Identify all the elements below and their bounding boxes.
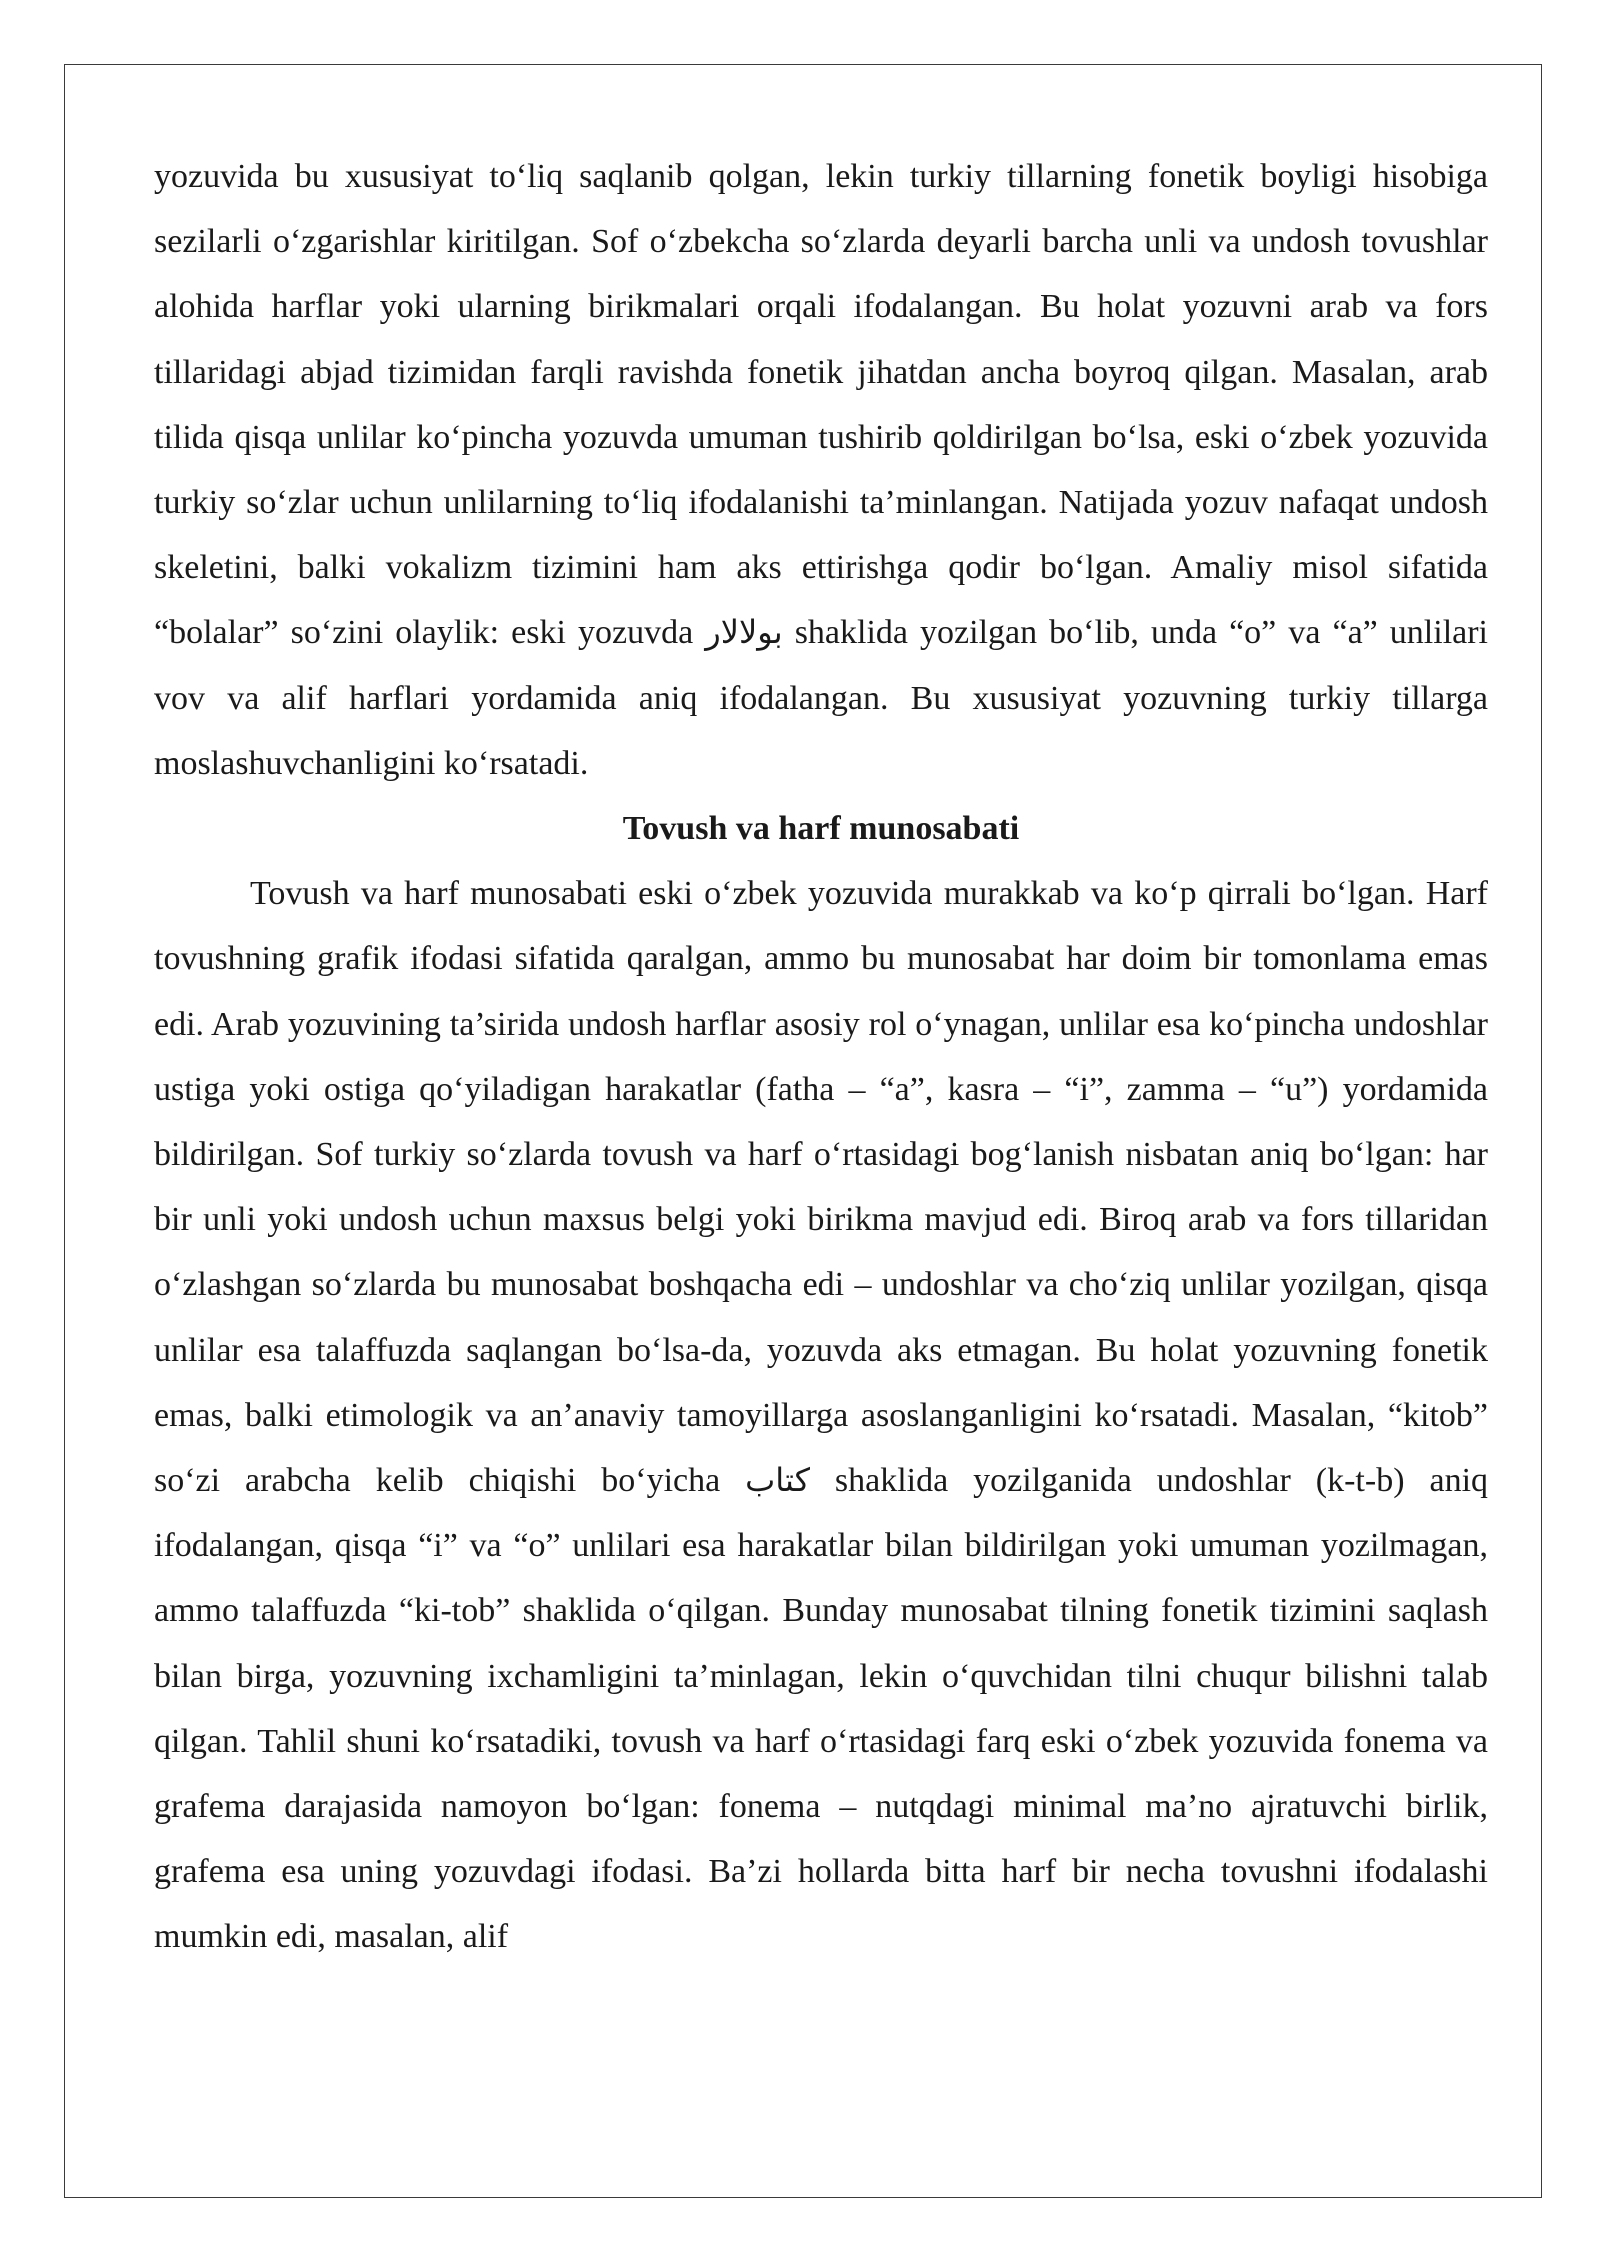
paragraph-text: shaklida yozilgan bo‘lib, unda “o” va “a” unlilari vov va alif harflari yordamida aniq ifodalangan. Bu xususiyat yozuvning turkiy tillarga moslashuvchanligini ko‘rsatadi.: [154, 614, 1489, 782]
paragraph-continuation: [154, 144, 1488, 796]
arabic-word-kitob: كتاب: [745, 1461, 810, 1500]
paragraph-sound-letter: [154, 861, 1488, 1969]
paragraph-text: yozuvida bu xususiyat to‘liq saqlanib qolgan, lekin turkiy tillarning fonetik boyligi hisobiga sezilarli o‘zgarishlar kiritilgan. Sof o‘zbekcha so‘zlarda deyarli barcha unli va undosh tovushlar alohida harflar yoki ularning birikmalari orqali ifodalangan. Bu holat yozuvni arab va fors tillaridagi abjad tizimidan farqli ravishda fonetik jihatdan ancha boyroq qilgan. Masalan, arab tilida qisqa unlilar ko‘pincha yozuvda umuman tushirib qoldirilgan bo‘lsa, eski o‘zbek yozuvida turkiy so‘zlar uchun unlilarning to‘liq ifodalanishi ta’minlangan. Natijada yozuv nafaqat undosh skeletini, balki vokalizm tizimini ham aks ettirishga qodir bo‘lgan. Amaliy misol sifatida “bolalar” so‘zini olaylik: eski yozuvda: [154, 158, 1488, 652]
document-body: [154, 144, 1488, 1970]
paragraph-text: shaklida yozilganida undoshlar (k-t-b) aniq ifodalangan, qisqa “i” va “o” unlilari esa harakatlar bilan bildirilgan yoki umuman yozilmagan, ammo talaffuzda “ki-tob” shaklida o‘qilgan. Bunday munosabat tilning fonetik tizimini saqlash bilan birga, yozuvning ixchamligini ta’minlagan, lekin o‘quvchidan tilni chuqur bilishni talab qilgan. Tahlil shuni ko‘rsatadiki, tovush va harf o‘rtasidagi farq eski o‘zbek yozuvida fonema va grafema darajasida namoyon bo‘lgan: fonema – nutqdagi minimal ma’no ajratuvchi birlik, grafema esa uning yozuvdagi ifodasi. Ba’zi hollarda bitta harf bir necha tovushni ifodalashi mumkin edi, masalan, alif: [154, 1462, 1489, 1956]
paragraph-text: Tovush va harf munosabati eski o‘zbek yozuvida murakkab va ko‘p qirrali bo‘lgan. Harf tovushning grafik ifodasi sifatida qaralgan, ammo bu munosabat har doim bir tomonlama emas edi. Arab yozuvining ta’sirida undosh harflar asosiy rol o‘ynagan, unlilar esa ko‘pincha undoshlar ustiga yoki ostiga qo‘yiladigan harakatlar (fatha – “a”, kasra – “i”, zamma – “u”) yordamida bildirilgan. Sof turkiy so‘zlarda tovush va harf o‘rtasidagi bog‘lanish nisbatan aniq bo‘lgan: har bir unli yoki undosh uchun maxsus belgi yoki birikma mavjud edi. Biroq arab va fors tillaridan o‘zlashgan so‘zlarda bu munosabat boshqacha edi – undoshlar va cho‘ziq unlilar yozilgan, qisqa unlilar esa talaffuzda saqlangan bo‘lsa-da, yozuvda aks etmagan. Bu holat yozuvning fonetik emas, balki etimologik va an’anaviy tamoyillarga asoslanganligini ko‘rsatadi. Masalan, “kitob” so‘zi arabcha kelib chiqishi bo‘yicha: [154, 875, 1488, 1500]
section-heading: Tovush va harf munosabati: [622, 810, 1020, 848]
arabic-word-bolalar: بولالار: [705, 613, 783, 652]
